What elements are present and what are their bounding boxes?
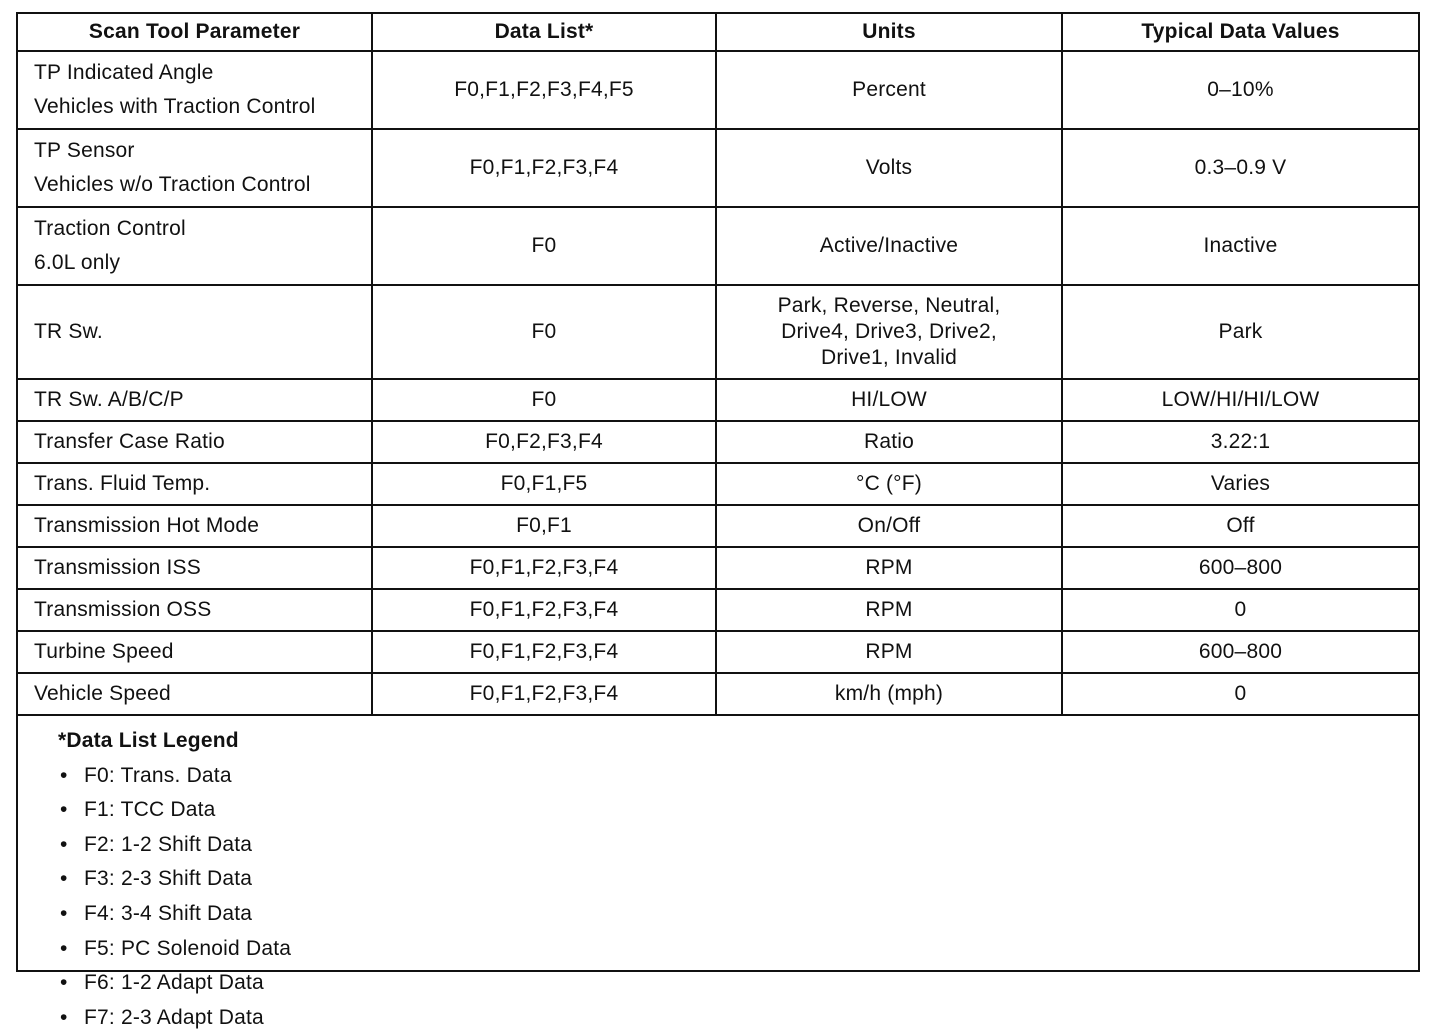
scan-tool-data-table xyxy=(18,14,1418,716)
list-item: • F6: 1-2 Adapt Data xyxy=(60,966,1418,1001)
list-item: • F0: Trans. Data xyxy=(60,759,1418,794)
table-row xyxy=(18,673,1418,715)
param-cell: TP Sensor Vehicles w/o Traction Control xyxy=(18,129,372,207)
param-cell: Transmission OSS xyxy=(18,589,372,631)
data-list-cell: F0,F1,F5 xyxy=(372,463,716,505)
bullet-icon: • xyxy=(60,936,68,960)
data-list-cell: F0,F2,F3,F4 xyxy=(372,421,716,463)
param-cell: Transmission ISS xyxy=(18,547,372,589)
table-row xyxy=(18,285,1418,379)
data-list-cell: F0 xyxy=(372,379,716,421)
table-row xyxy=(18,207,1418,285)
table-row xyxy=(18,631,1418,673)
typical-value-cell: 0–10% xyxy=(1062,51,1418,129)
data-list-cell: F0,F1 xyxy=(372,505,716,547)
units-cell: Active/Inactive xyxy=(716,207,1062,285)
typical-value-cell: 3.22:1 xyxy=(1062,421,1418,463)
data-list-cell: F0 xyxy=(372,207,716,285)
param-cell: Transmission Hot Mode xyxy=(18,505,372,547)
bullet-icon: • xyxy=(60,971,68,995)
data-list-cell: F0,F1,F2,F3,F4 xyxy=(372,673,716,715)
param-cell: TP Indicated Angle Vehicles with Traction Control xyxy=(18,51,372,129)
table-row xyxy=(18,505,1418,547)
units-cell: Park, Reverse, Neutral, Drive4, Drive3, Drive2, Drive1, Invalid xyxy=(716,285,1062,379)
units-cell: °C (°F) xyxy=(716,463,1062,505)
units-cell: Ratio xyxy=(716,421,1062,463)
table-row xyxy=(18,421,1418,463)
table-row xyxy=(18,463,1418,505)
units-cell: Percent xyxy=(716,51,1062,129)
header-data-list: Data List* xyxy=(372,14,716,51)
units-cell: Volts xyxy=(716,129,1062,207)
table-row xyxy=(18,589,1418,631)
typical-value-cell: Inactive xyxy=(1062,207,1418,285)
units-cell: HI/LOW xyxy=(716,379,1062,421)
typical-value-cell: LOW/HI/HI/LOW xyxy=(1062,379,1418,421)
list-item: • F4: 3-4 Shift Data xyxy=(60,897,1418,932)
data-list-legend xyxy=(18,716,1418,1035)
header-scan-tool-parameter: Scan Tool Parameter xyxy=(18,14,372,51)
data-list-cell: F0 xyxy=(372,285,716,379)
units-cell: RPM xyxy=(716,589,1062,631)
typical-value-cell: 0 xyxy=(1062,673,1418,715)
data-list-cell: F0,F1,F2,F3,F4 xyxy=(372,589,716,631)
units-cell: km/h (mph) xyxy=(716,673,1062,715)
table-row xyxy=(18,379,1418,421)
bullet-icon: • xyxy=(60,867,68,891)
bullet-icon: • xyxy=(60,1005,68,1029)
data-list-cell: F0,F1,F2,F3,F4 xyxy=(372,129,716,207)
table-row xyxy=(18,547,1418,589)
typical-value-cell: Park xyxy=(1062,285,1418,379)
bullet-icon: • xyxy=(60,763,68,787)
units-cell: RPM xyxy=(716,547,1062,589)
list-item: • F5: PC Solenoid Data xyxy=(60,932,1418,967)
typical-value-cell: 600–800 xyxy=(1062,547,1418,589)
typical-value-cell: Off xyxy=(1062,505,1418,547)
typical-value-cell: 600–800 xyxy=(1062,631,1418,673)
param-cell: TR Sw. A/B/C/P xyxy=(18,379,372,421)
data-list-cell: F0,F1,F2,F3,F4 xyxy=(372,547,716,589)
list-item: • F1: TCC Data xyxy=(60,793,1418,828)
typical-value-cell: 0.3–0.9 V xyxy=(1062,129,1418,207)
legend-title: *Data List Legend xyxy=(58,729,239,752)
data-list-cell: F0,F1,F2,F3,F4,F5 xyxy=(372,51,716,129)
param-cell: Traction Control 6.0L only xyxy=(18,207,372,285)
param-cell: Transfer Case Ratio xyxy=(18,421,372,463)
table-row xyxy=(18,51,1418,129)
header-typical-data-values: Typical Data Values xyxy=(1062,14,1418,51)
typical-value-cell: Varies xyxy=(1062,463,1418,505)
bullet-icon: • xyxy=(60,832,68,856)
table-row xyxy=(18,129,1418,207)
list-item: • F7: 2-3 Adapt Data xyxy=(60,1001,1418,1035)
units-cell: On/Off xyxy=(716,505,1062,547)
data-list-cell: F0,F1,F2,F3,F4 xyxy=(372,631,716,673)
param-cell: Vehicle Speed xyxy=(18,673,372,715)
bullet-icon: • xyxy=(60,798,68,822)
param-cell: Turbine Speed xyxy=(18,631,372,673)
units-cell: RPM xyxy=(716,631,1062,673)
scan-tool-data-sheet xyxy=(16,12,1420,1029)
typical-value-cell: 0 xyxy=(1062,589,1418,631)
table-header-row xyxy=(18,14,1418,51)
list-item: • F2: 1-2 Shift Data xyxy=(60,828,1418,863)
bullet-icon: • xyxy=(60,901,68,925)
header-units: Units xyxy=(716,14,1062,51)
param-cell: TR Sw. xyxy=(18,285,372,379)
list-item: • F3: 2-3 Shift Data xyxy=(60,862,1418,897)
param-cell: Trans. Fluid Temp. xyxy=(18,463,372,505)
